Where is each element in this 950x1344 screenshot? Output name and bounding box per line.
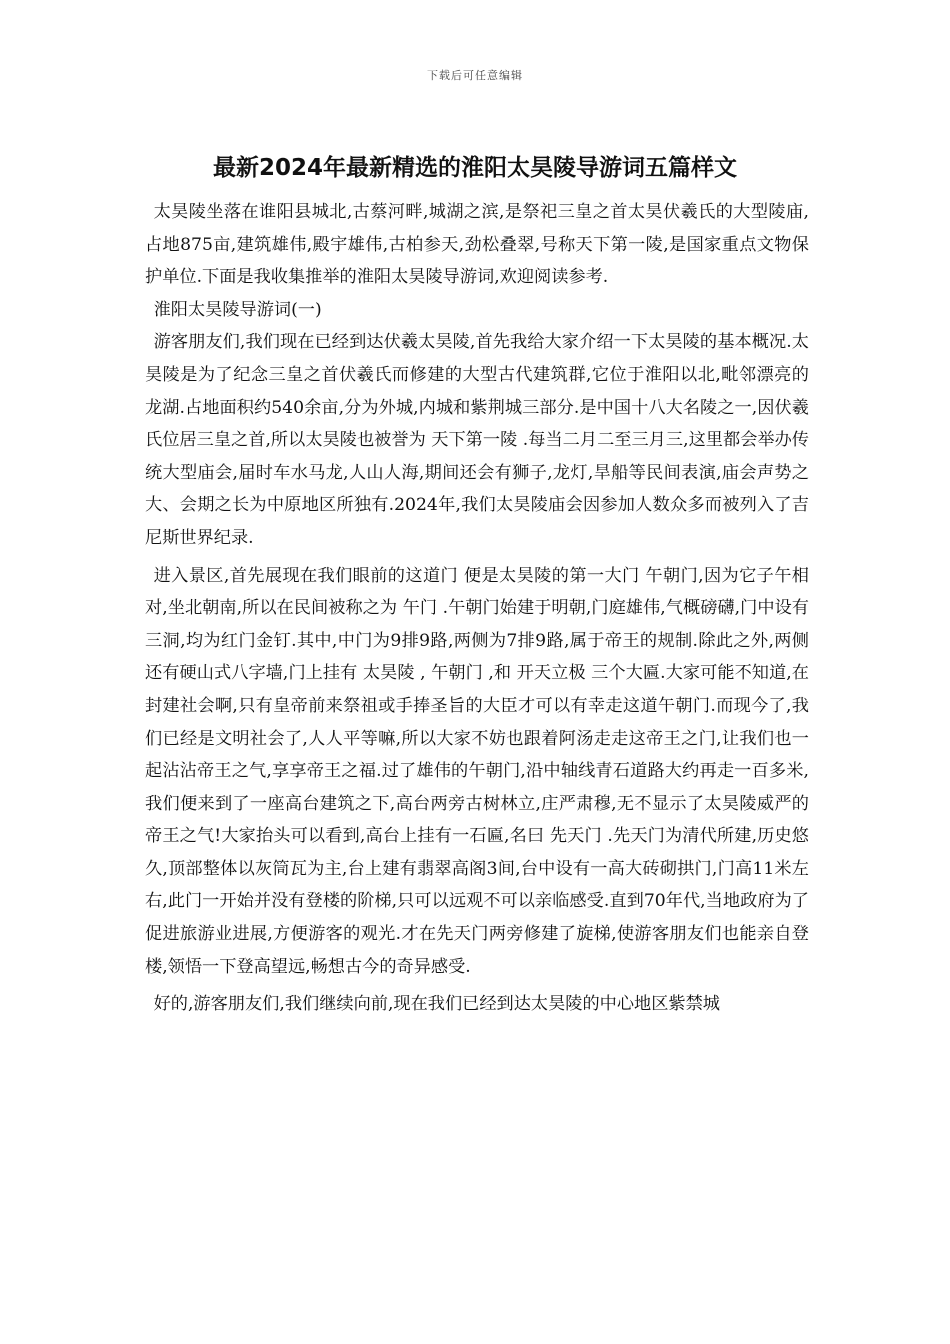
page-header-note: 下载后可任意编辑 [427,69,523,82]
section-heading: 淮阳太昊陵导游词(一) [153,299,322,320]
body-paragraph: 进入景区,首先展现在我们眼前的这道门 便是太昊陵的第一大门 午朝门,因为它子午相对,坐北朝南,所以在民间被称之为 午门 .午朝门始建于明朝,门庭雄伟,气概磅礴,门中设有三洞,均为红门金钉.其中,中门为9排9路,两侧为7排9路,属于帝王的规制.除此之外,两侧还有硬山式八字墙,门上挂有 太昊陵 , 午朝门 ,和 开天立极 三个大匾.大家可能不知道,在封建社会啊,只有皇帝前来祭祖或手捧圣旨的大臣才可以有幸走这道午朝门.而现今了,我们已经是文明社会了,人人平等嘛,所以大家不妨也跟着阿汤走走这帝王之门,让我们也一起沾沾帝王之气,享享帝王之福.过了雄伟的午朝门,沿中轴线青石道路大约再走一百多米,我们便来到了一座高台建筑之下,高台两旁古树林立,庄严肃穆,无不显示了太昊陵威严的帝王之气!大家抬头可以看到,高台上挂有一石匾,名曰 先天门 .先天门为清代所建,历史悠久,顶部整体以灰筒瓦为主,台上建有翡翠高阁3间,台中设有一高大砖砌拱门,门高11米左右,此门一开始并没有登楼的阶梯,只可以远观不可以亲临感受.直到70年代,当地政府为了促进旅游业进展,方便游客的观光.才在先天门两旁修建了旋梯,使游客朋友们也能亲自登楼,领悟一下登高望远,畅想古今的奇异感受. [145,565,809,977]
document-body [145,196,809,1021]
intro-paragraph: 太昊陵坐落在谁阳县城北,古蔡河畔,城湖之滨,是祭祀三皇之首太昊伏羲氏的大型陵庙,占地875亩,建筑雄伟,殿宇雄伟,古柏参天,劲松叠翠,号称天下第一陵,是国家重点文物保护单位.下面是我收集推举的淮阳太昊陵导游词,欢迎阅读参考. [145,202,809,288]
body-paragraph: 游客朋友们,我们现在已经到达伏羲太昊陵,首先我给大家介绍一下太昊陵的基本概况.太昊陵是为了纪念三皇之首伏羲氏而修建的大型古代建筑群,它位于淮阳以北,毗邻漂亮的龙湖.占地面积约540余亩,分为外城,内城和紫荆城三部分.是中国十八大名陵之一,因伏羲氏位居三皇之首,所以太昊陵也被誉为 天下第一陵 .每当二月二至三月三,这里都会举办传统大型庙会,届时车水马龙,人山人海,期间还会有狮子,龙灯,旱船等民间表演,庙会声势之大、会期之长为中原地区所独有.2024年,我们太昊陵庙会因参加人数众多而被列入了吉尼斯世界纪录. [145,332,809,548]
document-title: 最新2024年最新精选的淮阳太昊陵导游词五篇样文 [212,155,737,181]
body-paragraph: 好的,游客朋友们,我们继续向前,现在我们已经到达太昊陵的中心地区紫禁城 [153,994,720,1015]
